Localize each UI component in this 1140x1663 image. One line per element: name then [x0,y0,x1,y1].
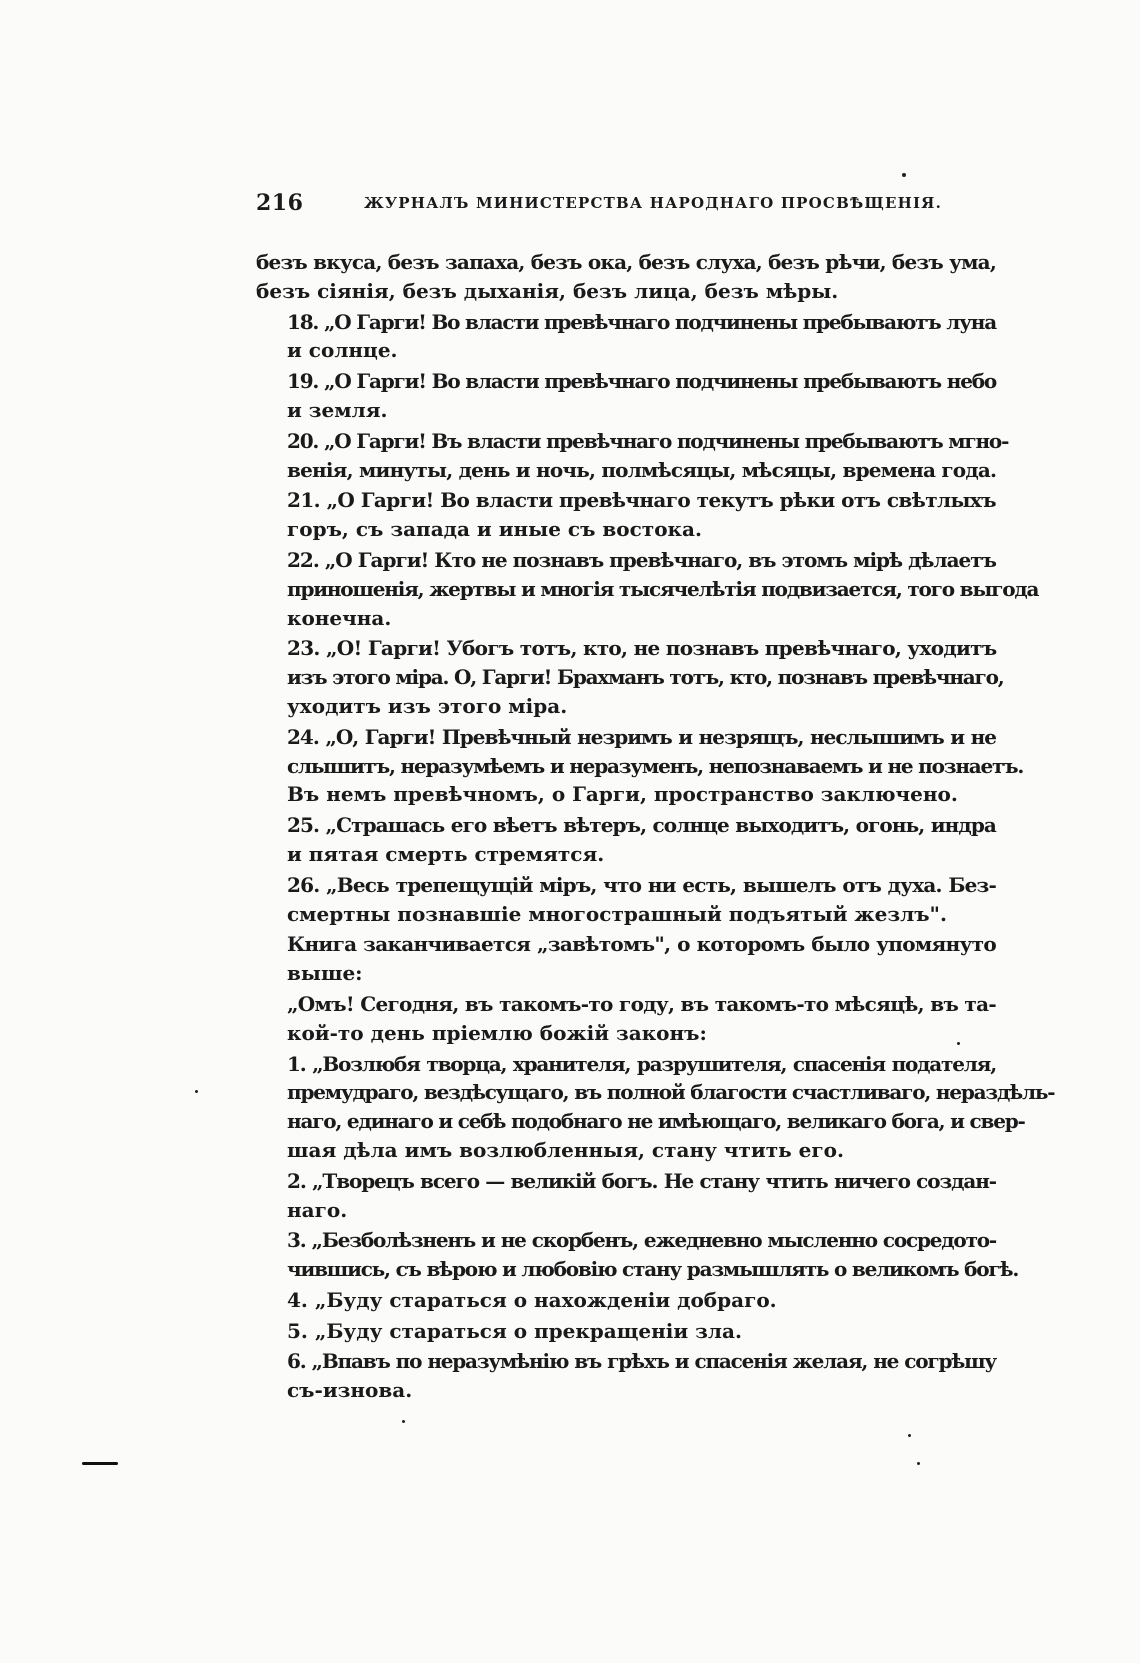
text-line: слышитъ, неразумѣемъ и неразуменъ, непознаваемъ и не познаетъ. [287,753,1024,778]
text-line: съ-изнова. [287,1378,413,1403]
text-line: смертны познавшіе многострашный подъятый жезлъ". [287,901,947,926]
text-line: наго. [287,1197,348,1222]
text-line: безъ сіянія, безъ дыханія, безъ лица, безъ мѣры. [256,278,839,303]
text-line: 24. „О, Гарги! Превѣчный незримъ и незрящъ, неслышимъ и не [287,724,996,749]
print-speck [957,1042,960,1045]
paragraph [256,1226,1019,1284]
body-text [256,248,1055,1407]
text-line: 25. „Страшась его вѣетъ вѣтеръ, солнце выходитъ, огонь, индра [287,813,996,838]
text-line: 26. „Весь трепещущій міръ, что ни есть, вышелъ отъ духа. Без- [287,872,996,897]
paragraph [256,1286,996,1315]
paragraph [256,1347,996,1405]
text-line: 21. „О Гарги! Во власти превѣчнаго текутъ рѣки отъ свѣтлыхъ [287,488,996,513]
text-line: венія, минуты, день и ночь, полмѣсяцы, мѣсяцы, времена года. [287,457,997,482]
page-number: 216 [256,190,304,216]
text-line: премудраго, вездѣсущаго, въ полной благости счастливаго, нераздѣль- [287,1080,1055,1105]
text-line: „Омъ! Сегодня, въ такомъ-то году, въ такомъ-то мѣсяцѣ, въ та- [287,991,996,1016]
text-line: безъ вкуса, безъ запаха, безъ ока, безъ слуха, безъ рѣчи, безъ ума, [256,250,996,274]
text-line: 22. „О Гарги! Кто не познавъ превѣчнаго, въ этомъ мірѣ дѣлаетъ [287,547,996,572]
paragraph [256,871,996,929]
paragraph [256,930,996,988]
text-line: уходитъ изъ этого міра. [287,693,568,718]
text-line: и пятая смерть стремятся. [287,841,605,866]
paragraph [256,1050,1055,1165]
text-line: 20. „О Гарги! Въ власти превѣчнаго подчинены пребываютъ мгно- [287,428,1009,453]
paragraph [256,546,1039,632]
text-line: шая дѣла имъ возлюбленныя, стану чтить его. [287,1137,844,1162]
paragraph [256,1317,996,1346]
text-line: кой-то день пріемлю божій законъ: [287,1020,707,1045]
text-line: наго, единаго и себѣ подобнаго не имѣющаго, великаго бога, и свер- [287,1109,1025,1134]
text-line: 5. „Буду стараться о прекращеніи зла. [287,1318,742,1343]
print-speck [902,173,906,177]
text-line: 23. „О! Гарги! Убогъ тотъ, кто, не познавъ превѣчнаго, уходитъ [287,636,997,661]
paragraph [256,427,1009,485]
paragraph [256,990,996,1048]
text-line: 18. „О Гарги! Во власти превѣчнаго подчинены пребываютъ луна [287,309,996,334]
page-header [256,190,996,230]
text-line: Книга заканчивается „завѣтомъ", о которомъ было упомянуто [287,932,996,957]
text-line: горъ, съ запада и иные съ востока. [287,517,702,542]
paragraph [256,723,1024,809]
paragraph [256,811,996,869]
print-speck [908,1434,911,1437]
print-speck [917,1462,920,1465]
paragraph [256,1167,996,1225]
text-line: 3. „Безболѣзненъ и не скорбенъ, ежедневно мысленно сосредото- [287,1228,996,1253]
text-line: 6. „Впавъ по неразумѣнію въ грѣхъ и спасенія желая, не согрѣшу [287,1349,996,1374]
paragraph [256,367,996,425]
margin-dash-mark [82,1462,118,1465]
text-line: 4. „Буду стараться о нахожденіи добраго. [287,1287,777,1312]
print-speck [195,1090,198,1093]
text-line: 2. „Творецъ всего — великій богъ. Не стану чтить ничего создан- [287,1168,996,1193]
text-line: изъ этого міра. О, Гарги! Брахманъ тотъ, кто, познавъ превѣчнаго, [287,665,1004,690]
text-line: чившись, съ вѣрою и любовію стану размышлять о великомъ богѣ. [287,1257,1019,1282]
print-speck [402,1420,405,1423]
text-line: конечна. [287,605,392,630]
text-line: Въ немъ превѣчномъ, о Гарги, пространство заключено. [287,782,958,807]
paragraph [256,486,996,544]
paragraph [256,248,996,306]
paragraph [256,634,1004,720]
text-line: и земля. [287,397,388,422]
text-line: 1. „Возлюбя творца, хранителя, разрушителя, спасенія подателя, [287,1051,996,1076]
text-line: выше: [287,961,363,986]
paragraph [256,308,996,366]
running-title: ЖУРНАЛЪ МИНИСТЕРСТВА НАРОДНАГО ПРОСВѢЩЕНІЯ. [364,194,943,212]
text-line: 19. „О Гарги! Во власти превѣчнаго подчинены пребываютъ небо [287,369,996,394]
text-line: и солнце. [287,338,398,363]
text-line: приношенія, жертвы и многія тысячелѣтія подвизается, того выгода [287,576,1039,601]
